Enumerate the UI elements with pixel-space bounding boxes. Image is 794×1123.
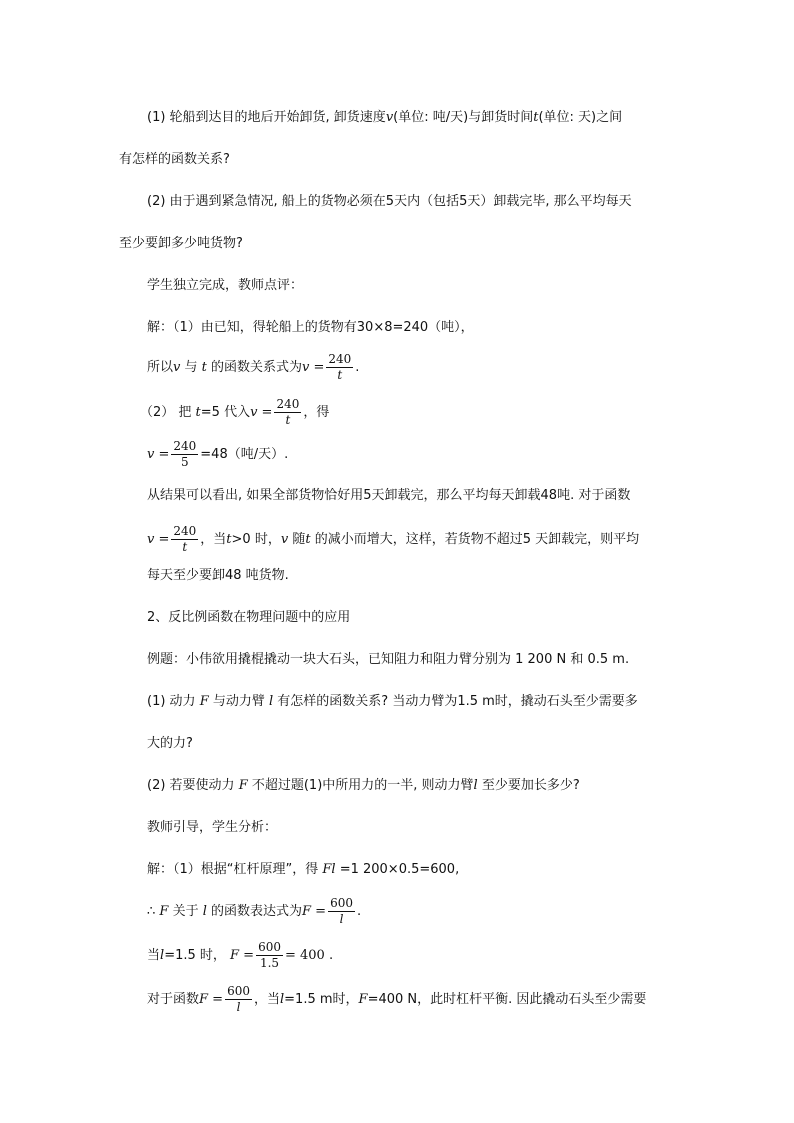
text: ，当 — [200, 532, 227, 547]
fraction-numerator: 240 — [328, 352, 352, 366]
text: =1.5 m时， — [284, 992, 359, 1007]
teacher-guide: 教师引导，学生分析： — [147, 820, 278, 835]
fraction-600-1-5 — [256, 940, 283, 971]
fraction-numerator: 600 — [227, 984, 250, 998]
conclusion-1: 从结果可以看出, 如果全部货物恰好用5天卸载完，那么平均每天卸载48吨. 对于函数 — [147, 488, 631, 503]
fraction-240-t — [274, 397, 301, 428]
example-question-1-cont: 大的力? — [147, 736, 193, 751]
formula-lhs: v = — [302, 360, 325, 375]
text: ∴ — [147, 904, 160, 919]
fraction-numerator: 600 — [330, 896, 353, 910]
text: =1 200×0.5=600, — [335, 862, 460, 877]
question-1-cont: 有怎样的函数关系? — [119, 152, 230, 167]
fraction-denominator: l — [225, 999, 252, 1015]
fraction-denominator: 1.5 — [256, 955, 283, 971]
text: =1.5 时， — [164, 948, 231, 963]
text: >0 时， — [231, 532, 281, 547]
text: 当 — [147, 948, 161, 963]
formula-lhs: v = — [147, 532, 170, 547]
text: (1) 轮船到达目的地后开始卸货, 卸货速度 — [147, 110, 386, 125]
example-statement: 例题：小伟欲用撬棍撬动一块大石头，已知阻力和阻力臂分别为 1 200 N 和 0.5 m. — [147, 652, 630, 667]
example-question-2 — [147, 776, 687, 796]
text: 随 — [288, 532, 306, 547]
text: =400 N，此时杠杆平衡. 因此撬动石头至少需要 — [367, 992, 647, 1007]
var-v: v — [385, 110, 394, 125]
text: (单位: 天)之间 — [538, 110, 623, 125]
var-F: F — [238, 778, 248, 793]
formula-lhs: F = — [230, 948, 255, 963]
question-2-cont: 至少要卸多少吨货物? — [119, 236, 243, 251]
var-l: l — [279, 992, 285, 1007]
fraction-denominator: t — [326, 367, 353, 383]
text: 所以 — [147, 360, 174, 375]
solution-1-formula — [147, 352, 687, 383]
text: . — [356, 904, 362, 919]
text: . — [355, 360, 360, 375]
student-complete: 学生独立完成，教师点评： — [147, 278, 304, 293]
conclusion-3: 每天至少要卸48 吨货物. — [147, 568, 289, 583]
fraction-600-l — [328, 896, 355, 927]
text: 对于函数 — [147, 992, 200, 1007]
formula-lhs: v = — [147, 447, 170, 462]
fraction-600-l — [225, 984, 252, 1015]
var-t: t — [305, 532, 311, 547]
fraction-240-t — [326, 352, 353, 383]
formula-lhs: F = — [199, 992, 224, 1007]
solution-1: 解：（1）由已知，得轮船上的货物有30×8=240（吨）， — [147, 320, 474, 335]
text: =5 代入 — [200, 405, 251, 420]
var-l: l — [473, 778, 478, 793]
var-l: l — [160, 948, 165, 963]
text: (单位: 吨/天)与卸货时间 — [393, 110, 534, 125]
conclusion-2 — [147, 524, 687, 555]
var-F: F — [199, 694, 209, 709]
section-heading-2: 2、反比例函数在物理问题中的应用 — [147, 610, 351, 625]
text: 与动力臂 — [208, 694, 269, 709]
text: 的函数表达式为 — [206, 904, 303, 919]
text: 与 — [180, 360, 202, 375]
text: 不超过题(1)中所用力的一半, 则动力臂 — [247, 778, 474, 793]
text: 的减小而增大，这样，若货物不超过5 天卸载完，则平均 — [310, 532, 640, 547]
var-F: F — [358, 992, 368, 1007]
fraction-denominator: t — [171, 539, 198, 555]
var-v: v — [280, 532, 289, 547]
solution-2 — [140, 397, 680, 428]
example-solution-4 — [147, 984, 687, 1015]
fraction-240-5 — [171, 439, 198, 470]
text: 至少要加长多少? — [477, 778, 580, 793]
var-t: t — [201, 360, 207, 375]
var-F: F — [159, 904, 169, 919]
fraction-numerator: 240 — [173, 524, 197, 538]
fraction-240-t — [171, 524, 198, 555]
fraction-numerator: 240 — [173, 439, 197, 453]
text: 解：（1）根据“杠杆原理”，得 — [147, 862, 323, 877]
var-l: l — [268, 694, 274, 709]
text: =48（吨/天）. — [200, 447, 289, 462]
fraction-numerator: 600 — [258, 940, 281, 954]
text: 关于 — [168, 904, 203, 919]
formula-lhs: F = — [302, 904, 327, 919]
text: (1) 动力 — [147, 694, 200, 709]
fraction-denominator: 5 — [171, 454, 198, 470]
var-v: v — [173, 360, 181, 375]
text: (2) 若要使动力 — [147, 778, 239, 793]
text: = 400 . — [284, 948, 334, 963]
var-l: l — [202, 904, 207, 919]
fraction-denominator: l — [328, 911, 355, 927]
question-2: (2) 由于遇到紧急情况, 船上的货物必须在5天内（包括5天）卸载完毕, 那么平均每天 — [147, 194, 632, 209]
var-t: t — [226, 532, 232, 547]
text: ，得 — [303, 405, 330, 420]
example-solution-3 — [147, 940, 687, 971]
question-1 — [147, 108, 687, 128]
example-solution-2 — [147, 896, 687, 927]
text: 有怎样的函数关系? 当动力臂为1.5 m时，撬动石头至少需要多 — [273, 694, 638, 709]
text: （2） 把 — [140, 405, 196, 420]
fraction-numerator: 240 — [276, 397, 300, 411]
text: ，当 — [253, 992, 280, 1007]
solution-2-calc — [147, 439, 687, 470]
var-Fl: Fl — [322, 862, 336, 877]
formula-lhs: v = — [250, 405, 273, 420]
var-t: t — [195, 405, 201, 420]
fraction-denominator: t — [274, 412, 301, 428]
example-solution-1 — [147, 860, 687, 880]
example-question-1 — [147, 692, 687, 712]
var-t: t — [533, 110, 539, 125]
text: 的函数关系式为 — [206, 360, 303, 375]
